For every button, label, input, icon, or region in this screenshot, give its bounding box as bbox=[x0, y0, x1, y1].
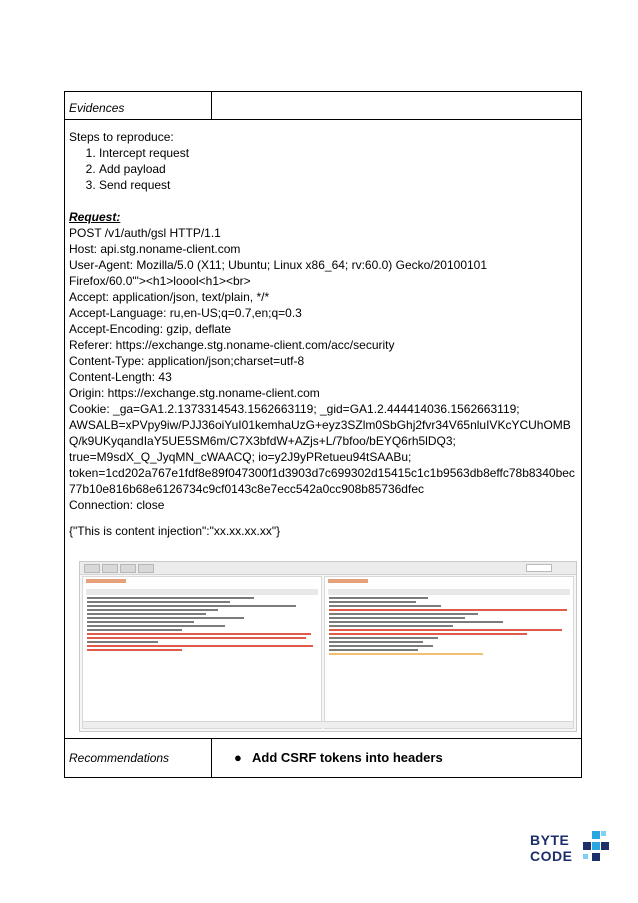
steps-title: Steps to reproduce: bbox=[69, 130, 174, 144]
step-item: 1. Intercept request bbox=[99, 145, 577, 161]
recommendations-label-cell bbox=[65, 739, 212, 778]
recommendations-row bbox=[65, 739, 582, 778]
details-cell bbox=[65, 120, 582, 739]
evidences-value-cell bbox=[212, 92, 582, 120]
evidences-row bbox=[65, 92, 582, 120]
evidences-label-cell bbox=[65, 92, 212, 120]
recommendations-value-cell bbox=[212, 739, 582, 778]
request-line: Firefox/60.0"'><h1>loool<h1><br> bbox=[69, 274, 251, 288]
screenshot-toolbar bbox=[80, 562, 576, 575]
request-line: Accept-Language: ru,en-US;q=0.7,en;q=0.3 bbox=[69, 306, 302, 320]
request-line: Referer: https://exchange.stg.noname-client.com/acc/security bbox=[69, 338, 395, 352]
evidences-label: Evidences bbox=[69, 101, 125, 115]
request-line: Accept: application/json, text/plain, */* bbox=[69, 290, 270, 304]
bytecode-logo bbox=[530, 830, 610, 866]
request-line: Origin: https://exchange.stg.noname-client.com bbox=[69, 386, 320, 400]
recommendations-list bbox=[212, 739, 581, 765]
recommendation-text: Add CSRF tokens into headers bbox=[252, 750, 443, 765]
request-heading: Request: bbox=[69, 210, 121, 224]
request-line: Accept-Encoding: gzip, deflate bbox=[69, 322, 232, 336]
screenshot-request-pane bbox=[82, 576, 322, 729]
payload-text: {"This is content injection":"xx.xx.xx.xx"} bbox=[69, 524, 281, 538]
request-line: Q/k9UKyqandIaY5UE5SM6m/C7X3bfdW+AZjs+L/7bfoo/bEYQ6rh5lDQ3; bbox=[69, 434, 456, 448]
details-row bbox=[65, 120, 582, 739]
logo-text-byte: BYTE bbox=[530, 832, 570, 848]
request-line: Host: api.stg.noname-client.com bbox=[69, 242, 241, 256]
bullet-icon: ● bbox=[234, 750, 242, 765]
request-line: Content-Type: application/json;charset=utf-8 bbox=[69, 354, 305, 368]
screenshot-response-pane bbox=[324, 576, 574, 729]
request-line: 77b10e816b68e6126734c9cf0143c8e7ecc542a0cc908b85736dfec bbox=[69, 482, 424, 496]
request-line: POST /v1/auth/gsl HTTP/1.1 bbox=[69, 226, 221, 240]
request-line: token=1cd202a767e1fdf8e89f047300f1d3903d7c699302d15415c1c1b9563db8effc78b8340bec bbox=[69, 466, 575, 480]
request-line: User-Agent: Mozilla/5.0 (X11; Ubuntu; Linux x86_64; rv:60.0) Gecko/20100101 bbox=[69, 258, 488, 272]
steps-list bbox=[69, 145, 577, 193]
recommendations-label: Recommendations bbox=[69, 751, 170, 765]
request-line: Content-Length: 43 bbox=[69, 370, 172, 384]
step-item: 2. Add payload bbox=[99, 161, 577, 177]
step-item: 3. Send request bbox=[99, 177, 577, 193]
report-table bbox=[64, 91, 582, 778]
recommendation-item bbox=[234, 750, 581, 765]
logo-cubes-icon bbox=[582, 830, 610, 866]
logo-text-code: CODE bbox=[530, 848, 573, 864]
request-line: true=M9sdX_Q_JyqMN_cWAACQ; io=y2J9yPRetueu94tSAABu; bbox=[69, 450, 412, 464]
request-line: AWSALB=xPVpy9iw/PJJ36oiYuI01kemhaUzG+eyz3SZlm0SbGhj2fvr34V65nluIVKcYCUhOMB bbox=[69, 418, 571, 432]
request-line: Connection: close bbox=[69, 498, 165, 512]
request-block bbox=[69, 225, 577, 513]
request-line: Cookie: _ga=GA1.2.1373314543.1562663119; _gid=GA1.2.444414036.1562663119; bbox=[69, 402, 520, 416]
burp-screenshot-image bbox=[79, 561, 577, 732]
